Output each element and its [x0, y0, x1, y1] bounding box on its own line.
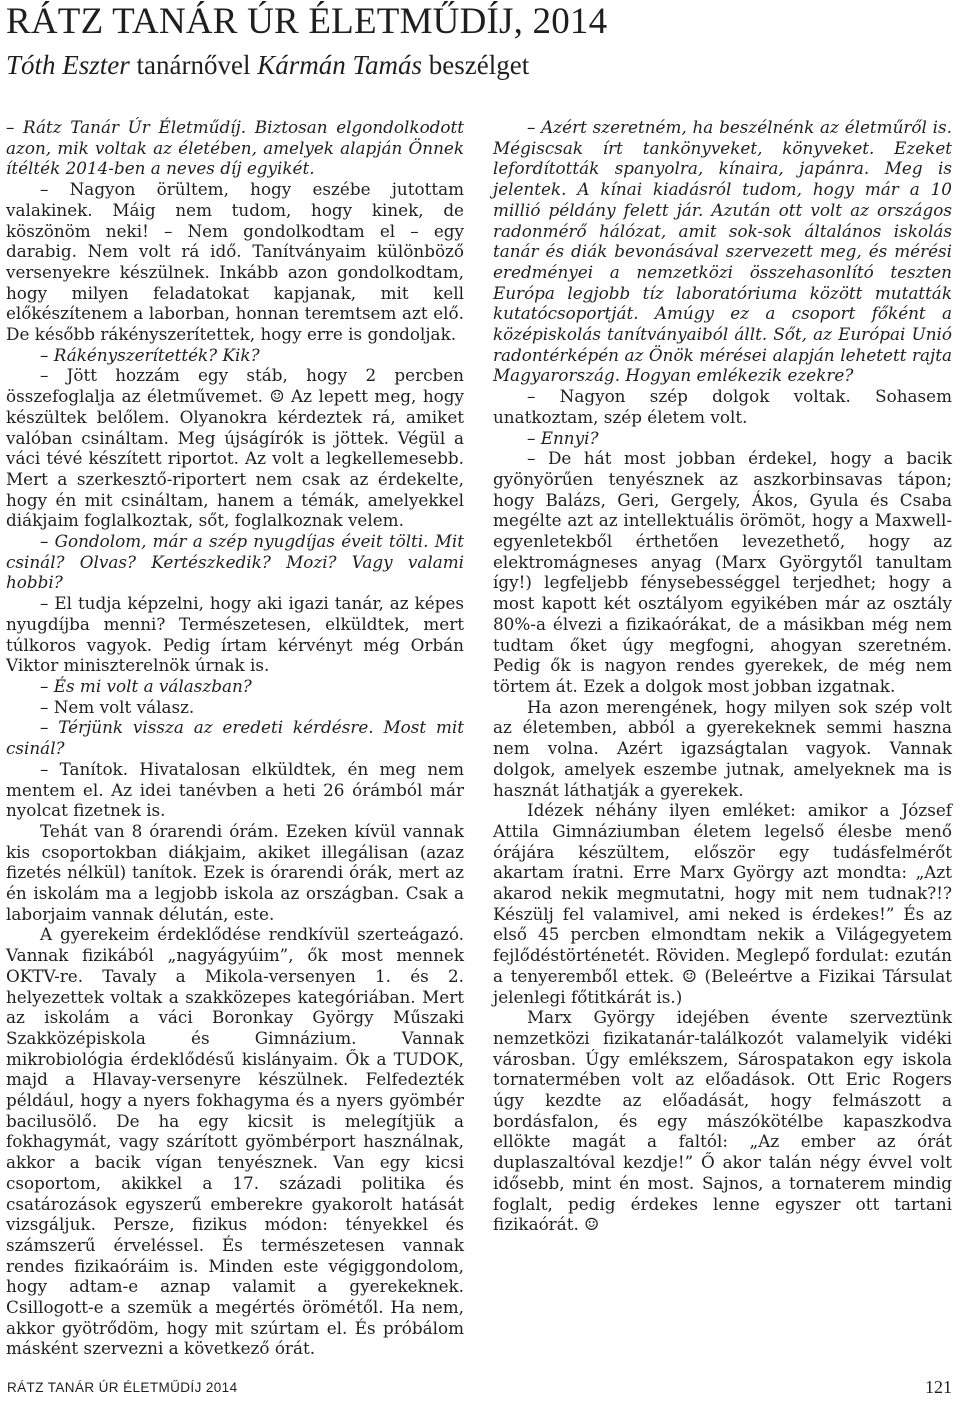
left-column: [6, 117, 464, 1359]
running-footer: RÁTZ TANÁR ÚR ÉLETMŰDÍJ 2014: [7, 1380, 238, 1395]
article-subtitle: [6, 50, 529, 80]
subtitle-connector: tanárnővel: [129, 50, 258, 80]
paragraph: – De hát most jobban érdekel, hogy a bacik gyönyörűen tenyésznek az aszkorbinsavas tápon; hogy Balázs, Geri, Gergely, Ákos, Gyula és Csaba megélte azt az intellektuális örömöt, hogy a Maxwell-egyenletekből érthetően levezethető, hogy az elektromágneses anyag (Marx Györgytől tanultam így!) legfeljebb fénysebességgel terjedhet; hogy a most kapott két osztályom egyikében már az osztály 80%-a élvezi a fizikaórákat, de a másikban még nem tudtam őket úgy megfogni, ahogyan szeretném. Pedig ők is nagyon rendes gyerekek, de még nem törtem át. Ezek a dolgok most jobban izgatnak.: [493, 448, 952, 696]
paragraph: Ha azon merengének, hogy milyen sok szép volt az életemben, abból a gyerekeknek semmi haszna nem volna. Azért igazságtalan vagyok. Vannak dolgok, amelyek eszembe jutnak, amelyeknek ma is hasznát láthatják a gyerekek.: [493, 696, 952, 800]
paragraph: – És mi volt a válaszban?: [40, 675, 252, 696]
paragraph: Tehát van 8 órarendi órám. Ezeken kívül vannak kis csoportokban diákjaim, akiket illegálisan (azaz fizetés nélkül) tanítok. Ezek is órarendi órák, mert az én iskolám ma a legjobb iskola az országban. Csak a laborjaim vannak délután, este.: [6, 820, 464, 924]
subtitle-interviewer-name: Kármán Tamás: [257, 50, 423, 80]
paragraph: – Rákényszerítették? Kik?: [40, 344, 260, 365]
paragraph: – Rátz Tanár Úr Életműdíj. Biztosan elgondolkodott azon, mik voltak az életében, amelyek alapján Önnek ítélték 2014-ben a neves díj egyikét.: [6, 117, 464, 179]
page-number: 121: [925, 1377, 952, 1397]
paragraph: – Tanítok. Hivatalosan elküldtek, én meg nem mentem el. Az idei tanévben a heti 26 órámból már nyolcat fizetnek is.: [6, 758, 464, 821]
paragraph: Marx György idejében évente szerveztünk nemzetközi fizikatanár-találkozót valamelyik vidéki városban. Úgy emlékszem, Sárospatakon egy iskola tornatermében volt az előadások. Ott Eric Rogers úgy kezdte az előadását, hogy felmászott a bordásfalon, és egy mászókötélbe kapaszkodva ellökte magát a faltól: „Az ember az órát duplaszaltóval kezdje!” Ő akor talán négy évvel volt idősebb, mint én most. Sajnos, a tornaterem mindig foglalt, pedig érdekes lenne egyszer ott tartani fizikaórát. ☺: [493, 1007, 952, 1235]
paragraph: – Jött hozzám egy stáb, hogy 2 percben összefoglalja az életművemet. ☺ Az lepett meg, hogy készültek belőlem. Olyanokra kérdeztek rá, amiket valóban csináltam. Meg újságírók is jöttek. Végül a váci tévé készített riportot. Az volt a legkellemesebb. Mert a szerkesztő-riportert nem csak az érdekelte, hogy én mit csináltam, hanem a témák, amelyekkel diákjaim foglalkoztak, sőt, foglalkoznak velem.: [6, 365, 464, 531]
paragraph: A gyerekeim érdeklődése rendkívül szerteágazó. Vannak fizikából „nagyágyúim”, ők most mennek OKTV-re. Tavaly a Mikola-versenyen 1. és 2. helyezettek voltak a szakközepes kategóriában. Mert az iskolám a váci Boronkay György Műszaki Szakközépiskola és Gimnázium. Vannak mikrobiológia érdeklődésű kislányaim. Ők a TUDOK, majd a Hlavay-versenyre készülnek. Felfedezték például, hogy a nyers fokhagyma és a nyers gyömbér bacilusölő. De ha egy kicsit is melegítjük a fokhagymát, vagy szárított gyömbérport használnak, akkor a bacik vígan tenyésznek. Van egy kicsi csoportom, akikkel a 17. századi politika és csatározások egyszerű emberekre gyakorolt hatását vizsgáljuk. Persze, fizikus módon: tényekkel és számszerű érveléssel. És természetesen vannak rendes fizikaóráim is. Minden este végiggondolom, hogy adtam-e aznap valamit a gyerekeknek. Csillogott-e a szemük a megértés örömétől. Ha nem, akkor gyötrődöm, hogy mit szúrtam el. És próbálom másként szervezni a következő órát.: [6, 924, 464, 1359]
paragraph: – Ennyi?: [527, 427, 599, 448]
paragraph: – Nem volt válasz.: [40, 696, 195, 717]
paragraph: – Nagyon örültem, hogy eszébe jutottam valakinek. Máig nem tudom, hogy kinek, de köszönöm neki! – Nem gondolkodtam el – egy darabig. Nem volt rá idő. Tanítványaim különböző versenyekre készülnek. Inkább azon gondolkodtam, hogy milyen feladatokat kapjanak, mit kell előkészítenem a laborban, honnan teremtsem azt elő. De később rákényszerítettek, hogy erre is gondoljak.: [6, 179, 464, 345]
subtitle-teacher-name: Tóth Eszter: [6, 50, 130, 80]
paragraph: – Azért szeretném, ha beszélnénk az életműről is. Mégiscsak írt tankönyveket, könyveket. Ezeket lefordították spanyolra, kínaira, japánra. Meg is jelentek. A kínai kiadásról tudom, hogy már a 10 millió példány felett jár. Azután ott volt az országos radonmérő hálózat, amit sok-sok általános iskolás tanár és diák bevonásával szervezett meg, és mérési eredményei a nemzetközi összehasonlító teszten Európa legjobb tíz laboratóriuma között mutatták kutatócsoportját. Amúgy ez a csoport főként a középiskolás tanítványaiból állt. Sőt, az Európai Unió radontérképén az Önök mérései alapján lehetett rajta Magyarország. Hogyan emlékezik ezekre?: [493, 117, 952, 386]
paragraph: Idézek néhány ilyen emléket: amikor a József Attila Gimnáziumban életem legelső élesbe menő órájára készültem, először egy tudásfelmérőt akartam íratni. Erre Marx György azt mondta: „Azt akarod nekik megmutatni, hogy mit nem tudnak?!? Készülj fel valamivel, ami neked is érdekes!” És az első 45 percben elmondtam nekik a Világegyetem fejlődéstörténetét. Röviden. Meglepő fordulat: ezután a tenyeremből ettek. ☺ (Beleértve a Fizikai Társulat jelenlegi főtitkárát is.): [493, 800, 952, 1007]
right-column: [493, 117, 952, 1235]
paragraph: – Nagyon szép dolgok voltak. Sohasem unatkoztam, szép életem volt.: [493, 386, 952, 427]
article-title: RÁTZ TANÁR ÚR ÉLETMŰDÍJ, 2014: [6, 1, 608, 42]
paragraph: – El tudja képzelni, hogy aki igazi tanár, az képes nyugdíjba menni? Természetesen, elküldtek, mert túlkoros vagyok. Pedig írtam kérvényt még Orbán Viktor miniszterelnök úrnak is.: [6, 593, 464, 676]
paragraph: – Gondolom, már a szép nyugdíjas éveit tölti. Mit csinál? Olvas? Kertészkedik? Mozi? Vagy valami hobbi?: [6, 531, 464, 593]
subtitle-ending: beszélget: [422, 50, 530, 80]
paragraph: – Térjünk vissza az eredeti kérdésre. Most mit csinál?: [6, 717, 464, 759]
